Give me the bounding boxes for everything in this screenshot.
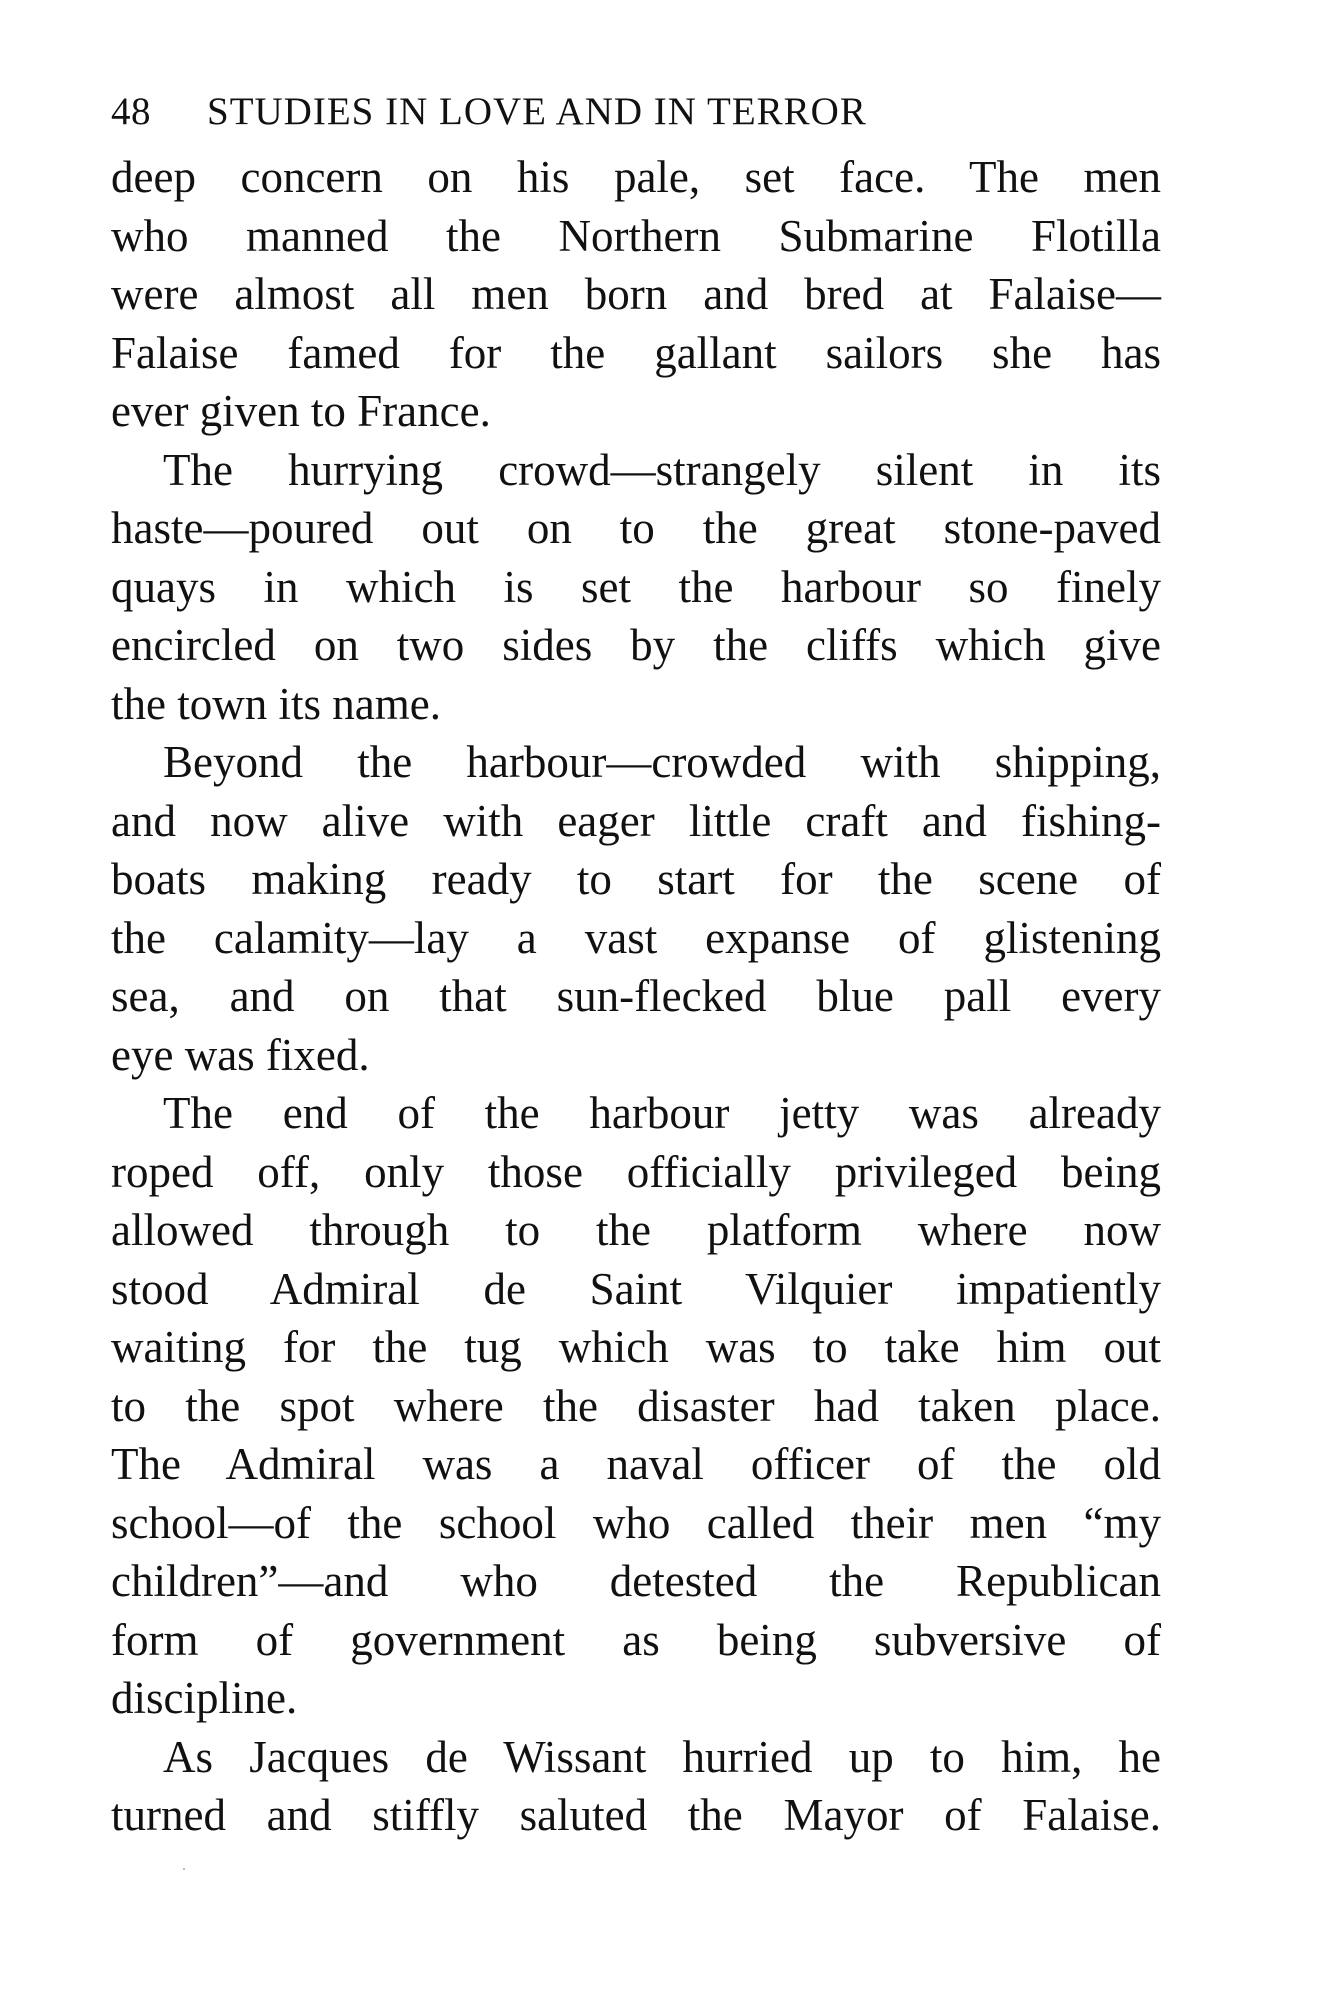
book-page (111, 88, 1161, 1845)
paragraph (111, 1084, 1161, 1728)
text-line: haste—poured out on to the great stone-paved (111, 503, 1161, 553)
text-line: discipline. (111, 1673, 298, 1723)
text-line: turned and stiffly saluted the Mayor of Falaise. (111, 1790, 1161, 1840)
text-line: encircled on two sides by the cliffs which give (111, 620, 1161, 670)
text-line: the calamity—lay a vast expanse of glistening (111, 912, 1161, 963)
text-line: school—of the school who called their men “my (111, 1497, 1161, 1548)
text-line: boats making ready to start for the scene of (111, 854, 1161, 904)
running-title: STUDIES IN LOVE AND IN TERROR (207, 90, 867, 133)
text-line: Beyond the harbour—crowded with shipping, (163, 737, 1161, 787)
text-line: form of government as being subversive of (111, 1614, 1161, 1665)
text-line: to the spot where the disaster had taken place. (111, 1380, 1161, 1431)
text-line: were almost all men born and bred at Falaise— (111, 269, 1161, 319)
text-line: roped off, only those officially privileged being (111, 1146, 1161, 1197)
text-line: Falaise famed for the gallant sailors she has (111, 327, 1161, 378)
body-text (111, 148, 1161, 1845)
text-line: waiting for the tug which was to take him out (111, 1322, 1161, 1372)
scan-speck (183, 1868, 185, 1870)
text-line: children”—and who detested the Republican (111, 1556, 1161, 1606)
text-line: deep concern on his pale, set face. The men (111, 152, 1161, 202)
text-line: sea, and on that sun-flecked blue pall every (111, 971, 1161, 1021)
text-line: allowed through to the platform where now (111, 1205, 1161, 1255)
paragraph (111, 148, 1161, 441)
text-line: who manned the Northern Submarine Flotilla (111, 210, 1161, 261)
text-line: The Admiral was a naval officer of the old (111, 1439, 1161, 1489)
text-line: stood Admiral de Saint Vilquier impatiently (111, 1263, 1161, 1314)
text-line: ever given to France. (111, 386, 491, 436)
paragraph (111, 441, 1161, 734)
text-line: and now alive with eager little craft and fishing- (111, 795, 1161, 846)
page-number: 48 (111, 90, 151, 133)
paragraph (111, 733, 1161, 1084)
running-head (111, 88, 1161, 136)
text-line: As Jacques de Wissant hurried up to him, he (163, 1731, 1161, 1782)
text-line: the town its name. (111, 678, 441, 729)
text-line: eye was fixed. (111, 1029, 370, 1080)
text-line: The hurrying crowd—strangely silent in its (163, 444, 1161, 495)
paragraph (111, 1728, 1161, 1845)
text-line: quays in which is set the harbour so finely (111, 561, 1161, 612)
text-line: The end of the harbour jetty was already (163, 1088, 1161, 1138)
